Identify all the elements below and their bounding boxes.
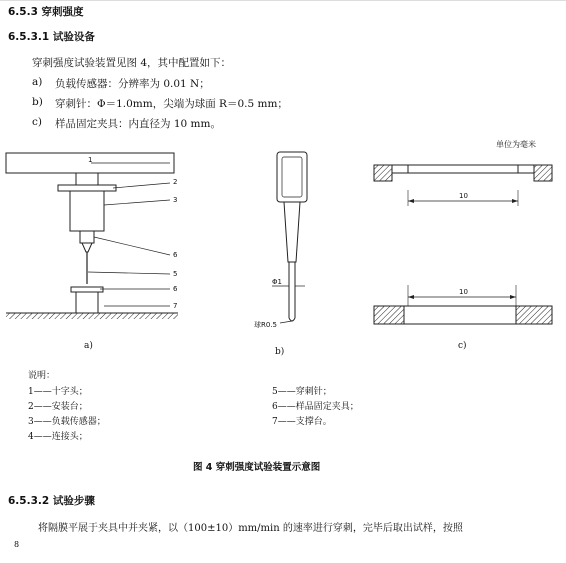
- dimension-top: 10: [459, 192, 468, 200]
- list-item-a-text: 负载传感器：分辨率为 0.01 N；: [55, 78, 210, 90]
- dimension-bottom: 10: [459, 288, 468, 296]
- list-item-c-text: 样品固定夹具：内直径为 10 mm。: [55, 118, 221, 130]
- callout-3: 3: [173, 196, 178, 204]
- legend-title: 说明：: [28, 371, 56, 381]
- legend-num: 3: [28, 417, 34, 427]
- legend-item-7: [272, 414, 332, 427]
- page-number: 8: [14, 540, 20, 549]
- section-heading-6-5-3-1: 6.5.3.1 试验设备: [8, 31, 95, 43]
- legend-item-5: [272, 384, 332, 397]
- legend-item-1: [28, 384, 88, 397]
- legend-dash: ——: [33, 402, 52, 412]
- legend-item-2: [28, 399, 88, 412]
- figure-b-needle: [272, 152, 307, 323]
- legend-dash: ——: [277, 387, 296, 397]
- legend-text: 支撑台。: [295, 417, 332, 427]
- legend-dash: ——: [33, 432, 52, 442]
- section-heading-6-5-3: 6.5.3 穿刺强度: [8, 6, 84, 18]
- figure-b-label: b): [275, 347, 285, 357]
- list-item-b-marker: b): [32, 96, 43, 108]
- list-item-a-marker: a): [32, 76, 43, 88]
- legend-num: 5: [272, 387, 278, 397]
- callout-6: 6: [173, 285, 178, 293]
- legend-dash: ——: [277, 402, 296, 412]
- legend-text: 安装台；: [51, 402, 88, 412]
- legend-text: 穿刺针；: [295, 387, 332, 397]
- legend-text: 连接头；: [51, 432, 88, 442]
- legend-text: 样品固定夹具；: [295, 402, 359, 412]
- legend-num: 2: [28, 402, 34, 412]
- legend-text: 十字头；: [51, 387, 88, 397]
- callout-2: 2: [173, 178, 178, 186]
- dimension-phi: Φ1: [272, 278, 282, 286]
- legend-dash: ——: [277, 417, 296, 427]
- unit-note: 单位为毫米: [496, 140, 536, 149]
- legend-dash: ——: [33, 387, 52, 397]
- section-heading-6-5-3-2: 6.5.3.2 试验步骤: [8, 495, 95, 507]
- dimension-radius: 球R0.5: [254, 321, 277, 329]
- procedure-paragraph: 将隔膜平展于夹具中并夹紧，以（100±10）mm/min 的速率进行穿刺，完毕后取出试样，按照: [38, 523, 463, 534]
- list-item-b-text: 穿刺针：Φ＝1.0mm，尖端为球面 R＝0.5 mm；: [55, 98, 288, 110]
- figure-caption: 图 4 穿刺强度试验装置示意图: [193, 462, 321, 473]
- legend-dash: ——: [33, 417, 52, 427]
- legend-item-4: [28, 429, 88, 442]
- figure-c-label: c): [458, 341, 467, 351]
- legend-num: 6: [272, 402, 278, 412]
- list-item-c-marker: c): [32, 116, 42, 128]
- callout-1: 1: [88, 156, 93, 164]
- legend-num: 7: [272, 417, 278, 427]
- legend-text: 负载传感器；: [51, 417, 106, 427]
- callout-7: 7: [173, 302, 178, 310]
- legend-item-3: [28, 414, 106, 427]
- callout-5: 5: [173, 270, 178, 278]
- legend-item-6: [272, 399, 359, 412]
- figure-a-apparatus: [6, 153, 178, 319]
- figure-a-label: a): [84, 341, 93, 351]
- callout-6-top: 6: [173, 251, 178, 259]
- legend-num: 1: [28, 387, 34, 397]
- intro-paragraph: 穿刺强度试验装置见图 4，其中配置如下：: [32, 57, 232, 69]
- figure-c-holder: [374, 165, 552, 324]
- legend-num: 4: [28, 432, 34, 442]
